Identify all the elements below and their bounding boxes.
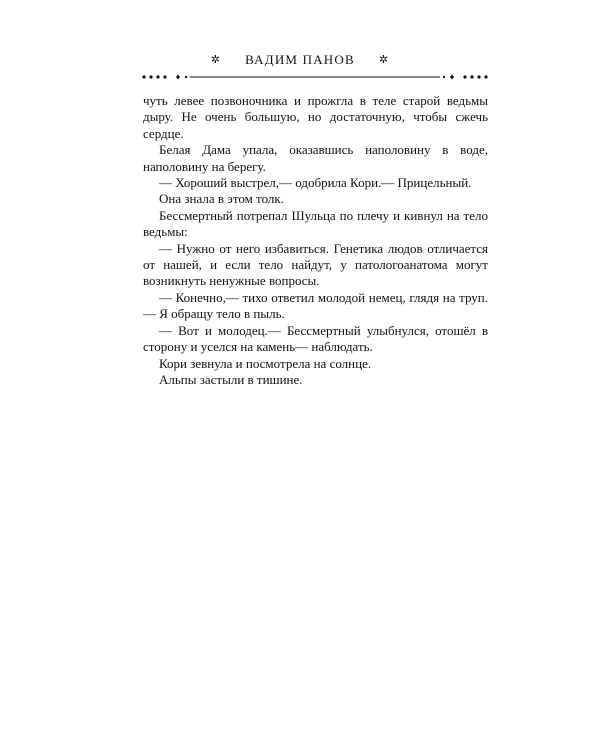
paragraph: — Нужно от него избавиться. Генетика людов отличается от нашей, и если тело найдут, у патологоанатома могут возникнуть ненужные вопросы.	[143, 240, 488, 289]
paragraph: Кори зевнула и посмотрела на солнце.	[159, 355, 372, 371]
paragraph: Бессмертный потрепал Шульца по плечу и кивнул на тело ведьмы:	[143, 207, 488, 240]
paragraph: Она знала в этом толк.	[159, 191, 284, 207]
body-text	[143, 93, 488, 388]
paragraph: Альпы застыли в тишине.	[159, 371, 303, 387]
running-header	[0, 52, 600, 68]
asterism-icon: ✲	[210, 54, 222, 66]
paragraph: — Конечно,— тихо ответил молодой немец, глядя на труп.— Я обращу тело в пыль.	[143, 289, 488, 322]
asterism-icon: ✲	[378, 54, 390, 66]
paragraph: чуть левее позвоночника и прожгла в теле старой ведьмы дыру. Не очень большую, но достаточную, чтобы сжечь сердце.	[143, 93, 488, 141]
paragraph: — Вот и молодец.— Бессмертный улыбнулся, отошёл в сторону и уселся на камень— наблюдать.	[143, 322, 488, 355]
paragraph: Белая Дама упала, оказавшись наполовину в воде, наполовину на берегу.	[143, 142, 488, 174]
paragraph: — Хороший выстрел,— одобрила Кори.— Прицельный.	[159, 175, 472, 191]
author-name: ВАДИМ ПАНОВ	[245, 52, 355, 67]
ornamental-rule	[140, 70, 490, 84]
